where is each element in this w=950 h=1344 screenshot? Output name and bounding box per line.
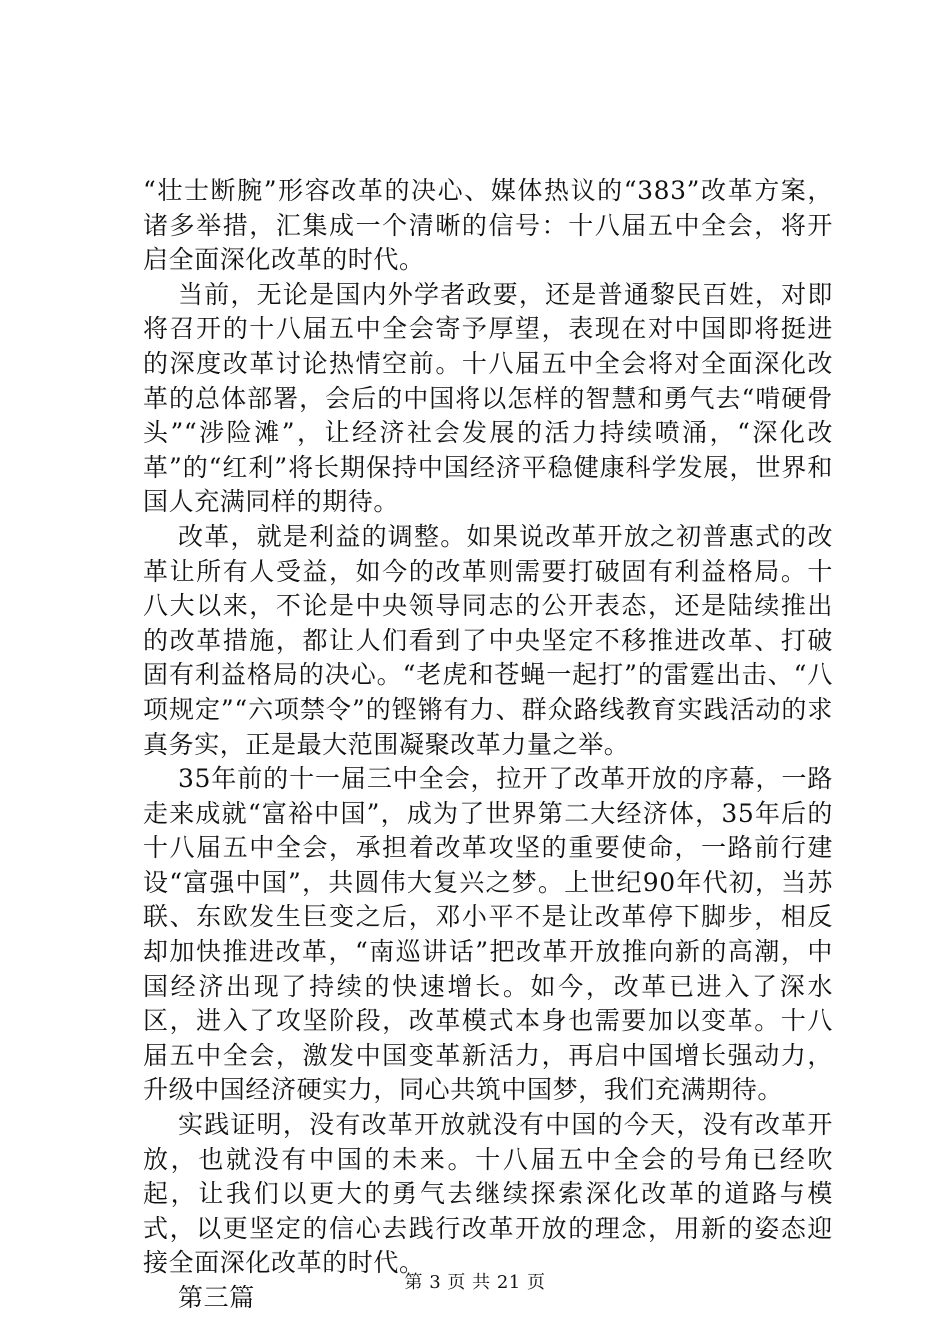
paragraph-3: 改革，就是利益的调整。如果说改革开放之初普惠式的改革让所有人受益，如今的改革则需要打破固有利益格局。十八大以来，不论是中央领导同志的公开表态，还是陆续推出的改革措施，都让人们看到了中央坚定不移推进改革、打破固有利益格局的决心。“老虎和苍蝇一起打”的雷霆出击、“八项规定”“六项禁令”的铿锵有力、群众路线教育实践活动的求真务实，正是最大范围凝聚改革力量之举。 <box>143 521 833 759</box>
document-body <box>143 174 833 1316</box>
paragraph-1: “壮士断腕”形容改革的决心、媒体热议的“383”改革方案，诸多举措，汇集成一个清晰的信号：十八届五中全会，将开启全面深化改革的时代。 <box>143 176 833 275</box>
section-heading: 第三篇 <box>178 1283 255 1312</box>
page-number-label: 第 3 页 共 21 页 <box>404 1272 546 1293</box>
paragraph-4: 35年前的十一届三中全会，拉开了改革开放的序幕，一路走来成就“富裕中国”，成为了世界第二大经济体，35年后的十八届五中全会，承担着改革攻坚的重要使命，一路前行建设“富强中国”，共圆伟大复兴之梦。上世纪90年代初，当苏联、东欧发生巨变之后，邓小平不是让改革停下脚步，相反却加快推进改革，“南巡讲话”把改革开放推向新的高潮，中国经济出现了持续的快速增长。如今，改革已进入了深水区，进入了攻坚阶段，改革模式本身也需要加以变革。十八届五中全会，激发中国变革新活力，再启中国增长强动力，升级中国经济硬实力，同心共筑中国梦，我们充满期待。 <box>143 764 833 1105</box>
paragraph-2: 当前，无论是国内外学者政要，还是普通黎民百姓，对即将召开的十八届五中全会寄予厚望，表现在对中国即将挺进的深度改革讨论热情空前。十八届五中全会将对全面深化改革的总体部署，会后的中国将以怎样的智慧和勇气去“啃硬骨头”“涉险滩”，让经济社会发展的活力持续喷涌，“深化改革”的“红利”将长期保持中国经济平稳健康科学发展，世界和国人充满同样的期待。 <box>143 279 833 517</box>
page-footer <box>0 1272 950 1294</box>
paragraph-5: 实践证明，没有改革开放就没有中国的今天，没有改革开放，也就没有中国的未来。十八届五中全会的号角已经吹起，让我们以更大的勇气去继续探索深化改革的道路与模式，以更坚定的信心去践行改革开放的理念，用新的姿态迎接全面深化改革的时代。 <box>143 1110 833 1278</box>
